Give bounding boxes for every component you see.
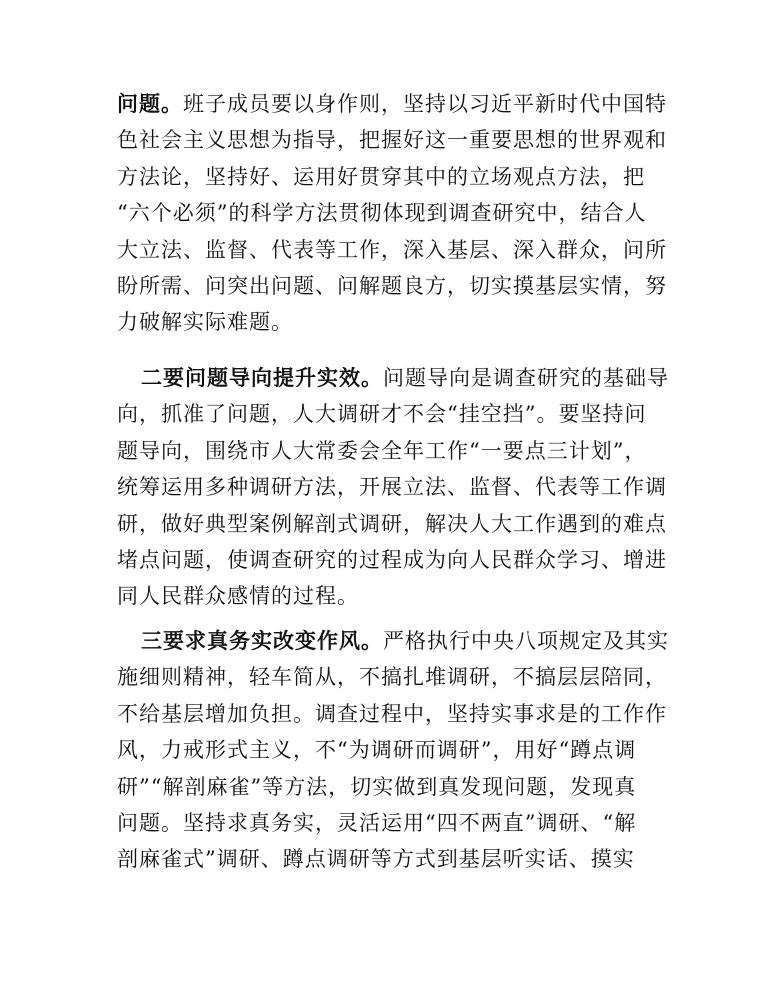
- paragraph-2: [117, 360, 669, 615]
- paragraph-line: 大立法、监督、代表等工作，深入基层、深入群众，问所: [117, 237, 667, 262]
- paragraph-line: 堵点问题，使调查研究的过程成为向人民群众学习、增进: [117, 547, 667, 572]
- paragraph-line: 剖麻雀式”调研、蹲点调研等方式到基层听实话、摸实: [117, 847, 635, 872]
- paragraph-line: 施细则精神，轻车简从，不搞扎堆调研，不搞层层陪同，: [117, 665, 667, 690]
- paragraph-1: [117, 86, 667, 341]
- paragraph-line: 色社会主义思想为指导，把握好这一重要思想的世界观和: [117, 128, 667, 153]
- paragraph-line: [117, 360, 669, 396]
- paragraph-line: 统筹运用多种调研方法，开展立法、监督、代表等工作调: [117, 475, 667, 500]
- paragraph-line: [117, 86, 667, 122]
- paragraph-line: “六个必须”的科学方法贯彻体现到调查研究中，结合人: [117, 201, 647, 226]
- paragraph-line: 不给基层增加负担。调查过程中，坚持实事求是的工作作: [117, 701, 667, 726]
- paragraph-line: 同人民群众感情的过程。: [117, 584, 359, 609]
- paragraph-3: [117, 623, 669, 878]
- paragraph-line: 方法论，坚持好、运用好贯穿其中的立场观点方法，把: [117, 164, 645, 189]
- bold-heading: 三要求真务实改变作风。: [141, 629, 383, 653]
- bold-heading: 二要问题导向提升实效。: [141, 366, 383, 390]
- paragraph-line: 盼所需、问突出问题、问解题良方，切实摸基层实情，努: [117, 273, 667, 298]
- line-text: 问题导向是调查研究的基础导: [383, 366, 669, 390]
- paragraph-line: 研，做好典型案例解剖式调研，解决人大工作遇到的难点: [117, 511, 667, 536]
- paragraph-line: 向，抓准了问题，人大调研才不会“挂空挡”。要坚持问: [117, 402, 647, 427]
- paragraph-line: [117, 623, 669, 659]
- paragraph-line: 研”“解剖麻雀”等方法，切实做到真发现问题，发现真: [117, 774, 637, 799]
- bold-heading: 问题。: [117, 92, 183, 116]
- line-text: 班子成员要以身作则，坚持以习近平新时代中国特: [183, 92, 667, 116]
- line-text: 严格执行中央八项规定及其实: [383, 629, 669, 653]
- paragraph-line: 风，力戒形式主义，不“为调研而调研”，用好“蹲点调: [117, 738, 637, 763]
- paragraph-line: 问题。坚持求真务实，灵活运用“四不两直”调研、“解: [117, 810, 637, 835]
- paragraph-line: 题导向，围绕市人大常委会全年工作“一要点三计划”，: [117, 438, 647, 463]
- paragraph-line: 力破解实际难题。: [117, 310, 293, 335]
